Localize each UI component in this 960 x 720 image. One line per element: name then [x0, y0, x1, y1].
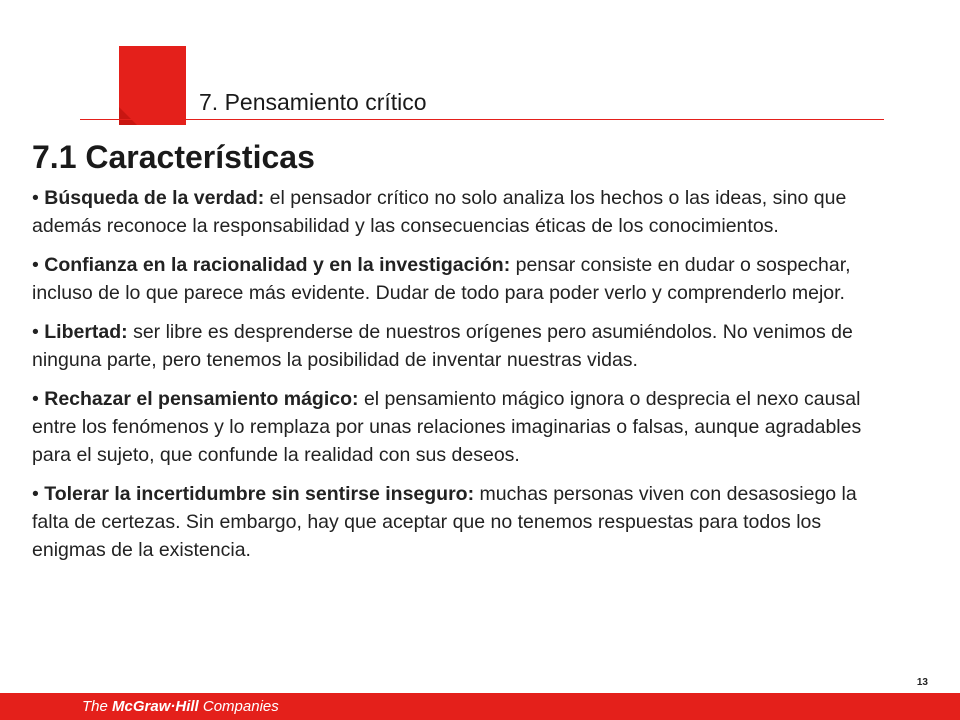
bullet-text: el pensamiento mágico ignora o desprecia el nexo causal entre los fenómenos y lo remplaza por unas relaciones imaginarias o falsas, aunque agradables para el sujeto, que confunde la realidad con sus deseos.	[32, 388, 862, 466]
bullet-tolerar-incertidumbre	[32, 480, 880, 564]
bullet-term: Tolerar la incertidumbre sin sentirse inseguro:	[44, 483, 475, 505]
bullet-rechazar-pensamiento-magico	[32, 385, 880, 469]
bullet-busqueda-verdad	[32, 184, 880, 240]
footer-band	[0, 693, 960, 720]
bullet-text: ser libre es desprenderse de nuestros orígenes pero asumiéndolos. No venimos de ninguna parte, pero tenemos la posibilidad de inventar nuestras vidas.	[32, 321, 853, 371]
header-red-tab	[119, 46, 186, 125]
bullet-confianza-racionalidad	[32, 251, 880, 307]
header-divider	[80, 119, 884, 120]
bullet-marker: •	[32, 321, 45, 343]
bullet-libertad	[32, 318, 880, 374]
characteristics-list	[32, 184, 880, 564]
logo-prefix: The	[82, 698, 113, 715]
section-title: 7. Pensamiento crítico	[199, 89, 427, 115]
bullet-marker: •	[32, 254, 45, 276]
bullet-text: muchas personas viven con desasosiego la falta de certezas. Sin embargo, hay que aceptar que no tenemos respuestas para todos los enigmas de la existencia.	[32, 483, 857, 561]
bullet-term: Confianza en la racionalidad y en la investigación:	[44, 254, 511, 276]
bullet-marker: •	[32, 388, 45, 410]
logo-main: McGraw·Hill	[112, 698, 199, 715]
bullet-term: Libertad:	[44, 321, 128, 343]
bullet-text: pensar consiste en dudar o sospechar, incluso de lo que parece más evidente. Dudar de todo para poder verlo y comprenderlo mejor.	[32, 254, 851, 304]
slide-heading: 7.1 Características	[32, 139, 315, 175]
logo-suffix: Companies	[198, 698, 279, 715]
bullet-marker: •	[32, 483, 45, 505]
bullet-term: Rechazar el pensamiento mágico:	[44, 388, 359, 410]
bullet-text: el pensador crítico no solo analiza los hechos o las ideas, sino que además reconoce la responsabilidad y las consecuencias éticas de los conocimientos.	[32, 187, 847, 237]
publisher-logo	[82, 697, 279, 717]
bullet-marker: •	[32, 187, 45, 209]
page-number: 13	[916, 677, 928, 688]
bullet-term: Búsqueda de la verdad:	[44, 187, 265, 209]
